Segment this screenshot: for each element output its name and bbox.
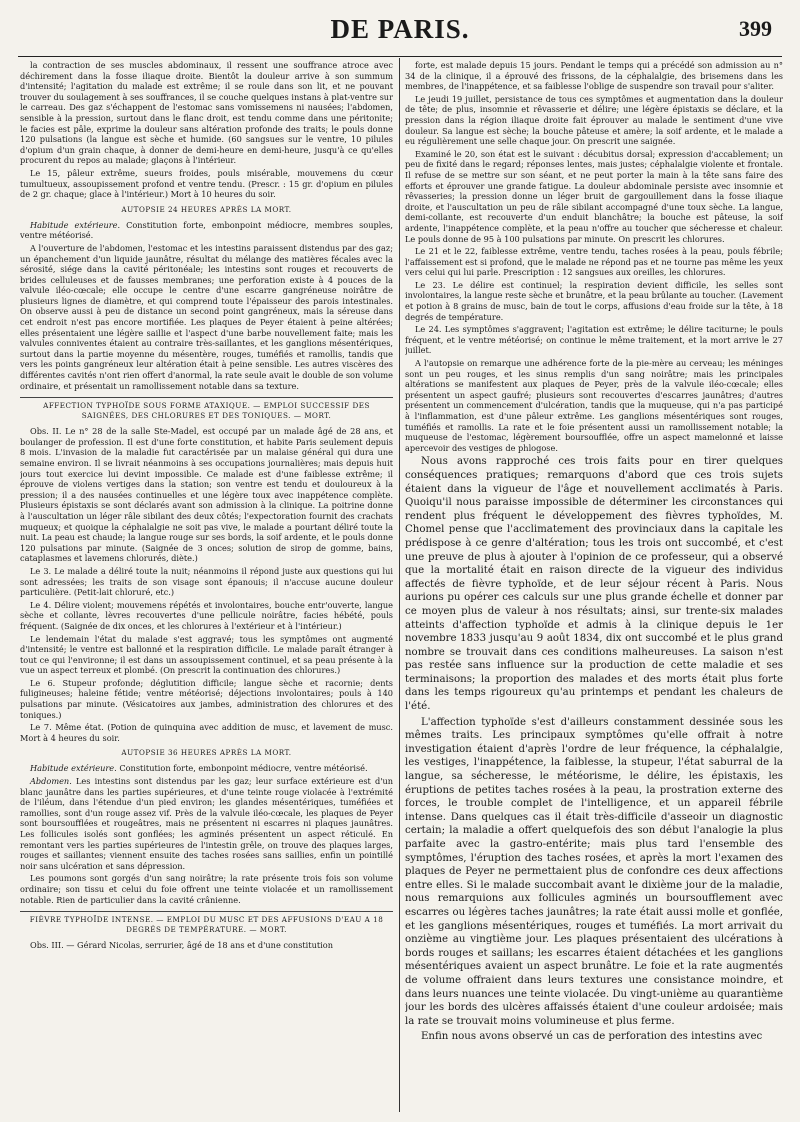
page-number: 399 bbox=[739, 16, 772, 41]
paragraph: Le jeudi 19 juillet, persistance de tous ces symptômes et augmentation dans la douleur de tête; de plus, insomnie et rêvasserie et délire; une légère épistaxis se déclare, et la pression dans la région iliaque droite fait éprouver au malade le sentiment d'une vive douleur. Sa langue est sèche; la bouche pâteuse et amère; la soif ardente, et le malade a eu régulièrement une selle chaque jour. On prescrit une saignée. bbox=[405, 93, 783, 147]
paragraph: Obs. II. Le n° 28 de la salle Ste-Madel, est occupé par un malade âgé de 28 ans, et boulanger de profession. Il est d'une forte constitution, et habite Paris seulement depuis 8 mois. L'invasion de la maladie fut caractérisée par un malaise général qui dura une semaine environ. Il se livrait néanmoins à ses occupations journalières; mais depuis huit jours tout exercice lui devint impossible. Ce malade est d'une faiblesse extrême; il éprouve de violens vertiges dans la station; son ventre est tendu et douloureux à la pression; il a des nausées continuelles et une légère toux avec inappétence complète. Plusieurs épistaxis se sont déclarés avant son admission à la clinique. La poitrine donne à l'auscultation un léger râle sibilant des deux côtés; l'expectoration fournit des crachats muqueux; et quoique la céphalalgie ne soit pas vive, le malade a pourtant déliré toute la nuit. La peau est chaude; la langue rouge sur ses bords, la soif ardente, et le pouls donne 120 pulsations par minute. (Saignée de 3 onces; solution de sirop de gomme, bains, cataplasmes et lavemens chlorurés, diète.) bbox=[20, 426, 393, 564]
paragraph: Nous avons rapproché ces trois faits pour en tirer quelques conséquences pratiques; remarquons d'abord que ces trois sujets étaient dans la vigueur de l'âge et nouvellement acclimatés à Paris. Quoiqu'il nous paraisse impossible de déterminer les circonstances qui rendent plus fréquent le développement des fièvres typhoïdes, M. Chomel pense que l'acclimatement des provinciaux dans la capitale les prédispose à ce genre d'altération; tous les trois ont succombé, et c'est une preuve de plus à ajouter à l'opinion de ce professeur, qui a observé que la mortalité était en raison directe de la vigueur des individus affectés de fièvre typhoïde, et de leur séjour récent à Paris. Nous aurions pu opérer ces calculs sur une plus grande échelle et donner par ce moyen plus de valeur à nos résultats; ainsi, sur trente-six malades atteints d'affection typhoïde et admis à la clinique depuis le 1er novembre 1833 jusqu'au 9 août 1834, dix ont succombé et le plus grand nombre se trouvait dans ces conditions malheureuses. La saison n'est pas restée sans influence sur la production de cette maladie et ses terminaisons; la proportion des malades et des morts était plus forte dans les temps rigoureux qu'au printemps et pendant les chaleurs de l'été. bbox=[405, 456, 783, 713]
paragraph-text: Les intestins sont distendus par les gaz; leur surface extérieure est d'un blanc jaunâtre dans les parties supérieures, et d'une teinte rouge violacée à l'extrémité de l'iléum, dans l'étendue d'un pied environ; les glandes mésentériques, tuméfiées et ramollies, sont d'un rouge assez vif. Près de la valvule iléo-cœcale, les plaques de Peyer sont boursoufflées et rougeâtres, mais ne présentent ni escarres ni plaques jaunâtres. Les follicules isolés sont gonflées; les agminés présentent un aspect réticulé. En remontant vers les parties supérieures de l'intestin grêle, on trouve des plaques larges, rouges et saillantes; viennent ensuite des taches rosées sans saillies, enfin un pointillé noir sans ulcération et sans dépression. bbox=[20, 776, 393, 871]
paragraph-text: Constitution forte, embonpoint médiocre, ventre météorisé. bbox=[119, 763, 368, 774]
paragraph-label: Habitude extérieure. bbox=[30, 763, 117, 774]
paragraph: Enfin nous avons observé un cas de perforation des intestins avec bbox=[421, 1031, 763, 1043]
paragraph bbox=[20, 763, 393, 774]
paragraph: forte, est malade depuis 15 jours. Pendant le temps qui a précédé son admission au n° 34 de la clinique, il a éprouvé des frissons, de la céphalalgie, des brisemens dans les membres, de l'inappétence, et sa faiblesse l'oblige de suspendre son travail pour s'aliter. bbox=[405, 60, 783, 92]
paragraph: Le 7. Même état. (Potion de quinquina avec addition de musc, et lavement de musc. Mort à 4 heures du soir. bbox=[20, 722, 393, 743]
paragraph: la contraction de ses muscles abdominaux, il ressent une souffrance atroce avec déchirement dans la fosse iliaque droite. Bientôt la douleur arrive à son summum d'intensité; l'agitation du malade est extrême; il se roule dans son lit, et ne pouvant trouver du soulagement à ses souffrances, il se couche quelques instans à plat-ventre sur le carreau. Des gaz s'échappent de l'estomac sans vomissemens ni nausées; l'abdomen, sensible à la pression, surtout dans le flanc droit, est tendu comme dans une péritonite; le facies est pâle, exprime la douleur sans altération profonde des traits; le pouls donne 120 pulsations (la langue est sèche et humide. (60 sangsues sur le ventre, 10 pilules d'opium d'un grain chaque, à donner de demi-heure en demi-heure, jusqu'à ce qu'elles procurent du repos au malade; glaçons à l'intérieur. bbox=[20, 60, 393, 166]
paragraph: Les poumons sont gorgés d'un sang noirâtre; la rate présente trois fois son volume ordinaire; son tissu et celui du foie offrent une teinte violacée et un ramollissement notable. Rien de particulier dans la cavité crânienne. bbox=[20, 873, 393, 905]
section-heading: AUTOPSIE 24 HEURES APRÈS LA MORT. bbox=[121, 204, 292, 214]
paragraph: Le 24. Les symptômes s'aggravent; l'agitation est extrême; le délire taciturne; le pouls fréquent, et le ventre météorisé; on continue le même traitement, et la mort arrive le 27 juillet. bbox=[405, 324, 783, 356]
paragraph: Le lendemain l'état du malade s'est aggravé; tous les symptômes ont augmenté d'intensité; le ventre est ballonné et la respiration difficile. Le malade paraît étranger à tout ce qui l'environne; il est dans un assoupissement continuel, et sa peau présente à la vue un aspect terreux et plombé. (On prescrit la continuation des chlorures.) bbox=[20, 633, 393, 676]
header-rule bbox=[18, 56, 782, 57]
paragraph: Le 23. Le délire est continuel; la respiration devient difficile, les selles sont involontaires, la langue reste sèche et brunâtre, et la peau brûlante au toucher. (Lavement et potion à 8 grains de musc, bain de tout le corps, affusions d'eau froide sur la tête, à 18 degrés de température. bbox=[405, 279, 783, 322]
paragraph: Le 21 et le 22, faiblesse extrême, ventre tendu, taches rosées à la peau, pouls fébrile; l'affaissement est si profond, que le malade ne répond pas et ne tourne pas même les yeux vers celui qui lui parle. Prescription : 12 sangsues aux oreilles, les chlorures. bbox=[405, 246, 783, 278]
section-heading: AUTOPSIE 36 HEURES APRÈS LA MORT. bbox=[121, 748, 292, 758]
paragraph: A l'ouverture de l'abdomen, l'estomac et les intestins paraissent distendus par des gaz; un épanchement d'un liquide jaunâtre, résultat du mélange des matières fécales avec la sérosité, siége dans la cavité péritonéale; les intestins sont rouges et recouverts de brides celluleuses et de fausses membranes; une perforation existe à 4 pouces de la valvule iléo-cœcale; elle occupe le centre d'une escarre gangréneuse noirâtre de plusieurs lignes de diamètre, et qui comprend toute l'épaisseur des parois intestinales. On observe aussi à peu de distance un second point gangréneux, mais la séreuse dans cet endroit n'est pas encore mortifiée. Les plaques de Peyer étaient à peine altérées; elles présentaient une légère saillie et l'aspect d'une barbe nouvellement faite; mais les valvules conniventes étaient au contraire très-saillantes, et les ganglions mésentériques, surtout dans la partie moyenne du mésentère, rouges, tuméfiés et ramollis, tandis que vers les points gangréneux leur altération était à peine sensible. Les autres viscères des différentes cavités n'ont rien offert d'anormal, la rate seule avait le double de son volume ordinaire, et présentait un ramollissement notable dans sa texture. bbox=[20, 242, 393, 391]
paragraph bbox=[20, 220, 393, 241]
running-title: DE PARIS. bbox=[330, 14, 470, 44]
paragraph: Examiné le 20, son état est le suivant : décubitus dorsal; expression d'accablement; un peu de fixité dans le regard; réponses lentes, mais justes; céphalalgie violente et frontale. Il refuse de se mettre sur son séant, et ne peut porter la main à la tête sans faire des efforts et éprouver une grande fatigue. La douleur abdominale persiste avec insomnie et rêvasseries; la pression donne un léger bruit de gargouillement dans la fosse iliaque droite, et l'auscultation un peu de râle sibilant accompagné d'une toux sèche. La langue, demi-collante, est recouverte d'un enduit blanchâtre; la bouche est pâteuse, la soif ardente, l'inappétence complète, et la peau n'offre au toucher que sécheresse et chaleur. Le pouls donne de 95 à 100 pulsations par minute. On prescrit les chlorures. bbox=[405, 148, 783, 244]
paragraph: Le 4. Délire violent; mouvemens répétés et involontaires, bouche entr'ouverte, langue sèche et collante, lèvres recouvertes d'une pellicule noirâtre, facies hébété, pouls fréquent. (Saignée de dix onces, et les chlorures à l'extérieur et à l'intérieur.) bbox=[20, 599, 393, 631]
left-column bbox=[20, 60, 393, 1114]
paragraph bbox=[20, 776, 393, 871]
paragraph-label: Habitude extérieure. bbox=[30, 219, 121, 230]
page-header bbox=[0, 0, 800, 56]
paragraph: L'affection typhoïde s'est d'ailleurs constamment dessinée sous les mêmes traits. Les principaux symptômes qu'elle offrait à notre investigation étaient d'après l'ordre de leur fréquence, la céphalalgie, les vestiges, l'inappétence, la faiblesse, la stupeur, l'état saburral de la langue, sa sécheresse, le météorisme, le délire, les épistaxis, les éruptions de petites taches rosées à la peau, la prostration externe des forces, le trouble complet de l'intelligence, et un appareil fébrile intense. Dans quelques cas il était très-difficile d'asseoir un diagnostic certain; la maladie a offert quelquefois des son début l'analogie la plus parfaite avec la gastro-entérite; mais plus tard l'ensemble des symptômes, l'éruption des taches rosées, et après la mort l'examen des plaques de Peyer ne permettaient plus de confondre ces deux affections entre elles. Si le malade succombait avant le dixième jour de la maladie, nous remarquions aux follicules agminés un boursoufflement avec escarres ou légères taches jaunâtres; la rate était aussi molle et gonflée, et les ganglions mésentériques, rouges et tuméfiés. La mort arrivait du onzième au vingtième jour. Les plaques présentaient des ulcérations à bords rouges et saillans; les escarres étaient détachées et les ganglions mésentériques avaient un aspect brunâtre. Le foie et la rate augmentés de volume offraient dans leurs textures une consistance moindre, et dans leurs nuances une teinte violacée. Du vingt-unième au quarantième jour les bords des ulcères affaissés étaient d'une couleur ardoisée; mais la rate se trouvait moins volumineuse et plus ferme. bbox=[405, 716, 783, 1027]
right-column bbox=[405, 60, 783, 1114]
paragraph: A l'autopsie on remarque une adhérence forte de la pie-mère au cerveau; les méninges sont un peu rouges, et les sinus remplis d'un sang noirâtre; mais les principales altérations se manifestent aux plaques de Peyer, près de la valvule iléo-cœcale; elles présentent un aspect gaufré; plusieurs sont recouvertes d'escarres jaunâtres; d'autres présentent un commencement d'ulcération, tandis que la muqueuse, qui n'a pas participé à l'inflammation, est d'une pâleur extrême. Les ganglions mésentériques sont rouges, tuméfiés et ramollis. La rate et le foie présentent aussi un ramollissement notable; la muqueuse de l'estomac, légèrement boursoufflée, offre un aspect mamelonné et laisse apercevoir des vestiges de phlogose. bbox=[405, 358, 783, 453]
paragraph: Obs. III. — Gérard Nicolas, serrurier, âgé de 18 ans et d'une constitution bbox=[30, 940, 333, 951]
paragraph: Le 3. Le malade a déliré toute la nuit; néanmoins il répond juste aux questions qui lui sont adressées; les traits de son visage sont épanouis; il n'accuse aucune douleur particulière. (Petit-lait chloruré, etc.) bbox=[20, 565, 393, 598]
paragraph: Le 6. Stupeur profonde; déglutition difficile; langue sèche et racornie; dents fuligineuses; haleine fétide; ventre météorisé; déjections involontaires; pouls à 140 pulsations par minute. (Vésicatoires aux jambes, administration des chlorures et des toniques.) bbox=[20, 677, 393, 720]
section-heading: AFFECTION TYPHOÏDE SOUS FORME ATAXIQUE. — EMPLOI SUCCESSIF DES SAIGNÉES, DES CHLORURES ET DES TONIQUES. — MORT. bbox=[20, 397, 393, 421]
column-divider bbox=[399, 58, 400, 1112]
paragraph-text: Constitution forte, embonpoint médiocre, membres souples, ventre météorisé. bbox=[20, 219, 393, 241]
paragraph: Le 15, pâleur extrême, sueurs froides, pouls misérable, mouvemens du cœur tumultueux, assoupissement profond et ventre tendu. (Prescr. : 15 gr. d'opium en pilules de 2 gr. chaque; glace à l'intérieur.) Mort à 10 heures du soir. bbox=[20, 167, 393, 200]
paragraph-label: Abdomen. bbox=[30, 776, 72, 787]
section-heading: FIÈVRE TYPHOÏDE INTENSE. — EMPLOI DU MUSC ET DES AFFUSIONS D'EAU A 18 DEGRÉS DE TEMPÉRATURE. — MORT. bbox=[20, 911, 393, 935]
